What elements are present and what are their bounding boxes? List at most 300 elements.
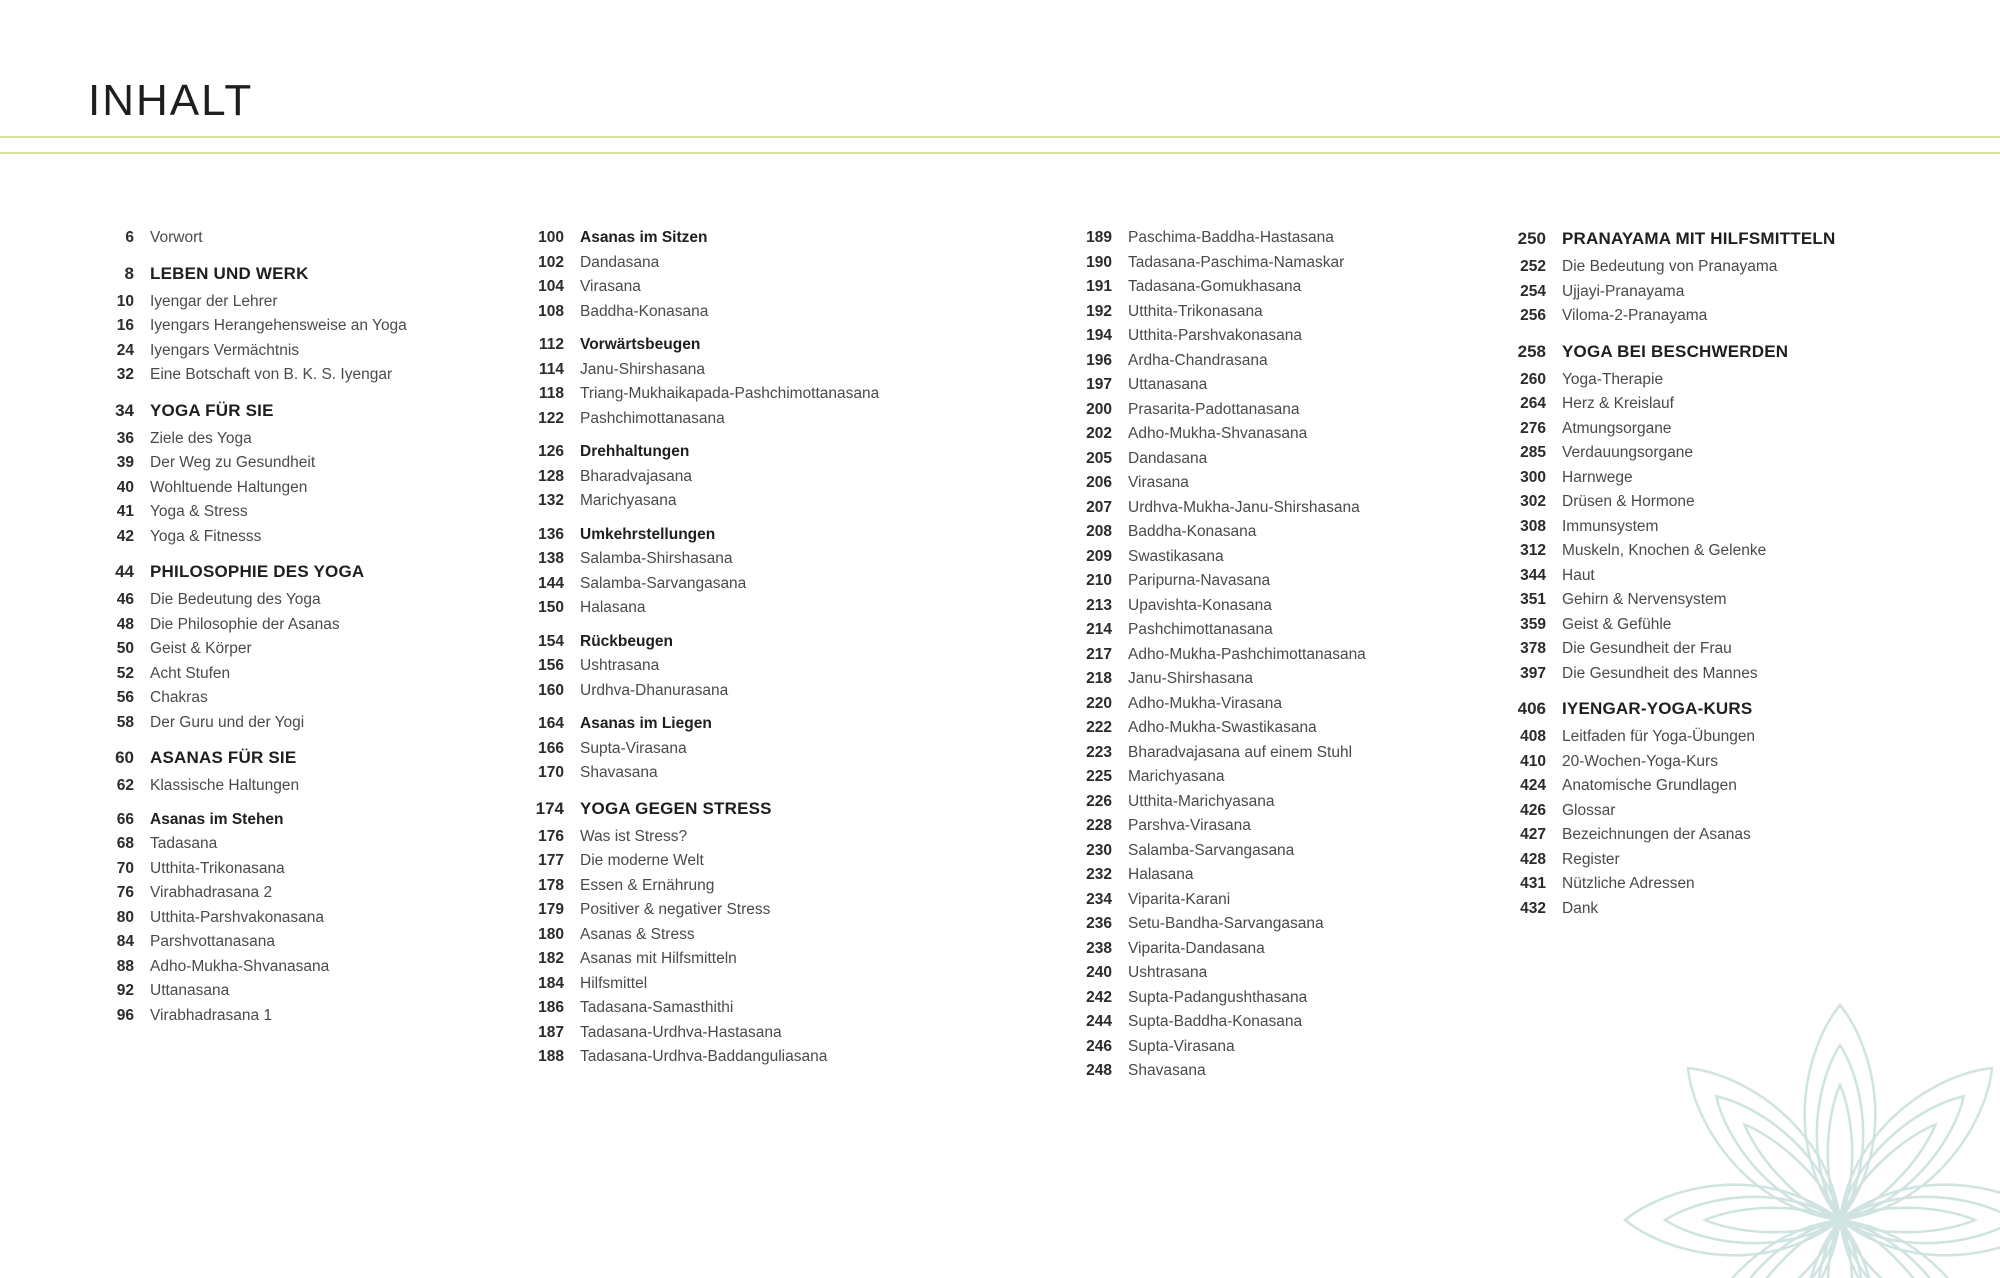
toc-entry (518, 599, 879, 624)
toc-entry (1500, 728, 1835, 753)
entry-label: Viparita-Dandasana (1128, 939, 1265, 957)
page-number: 210 (1086, 572, 1112, 589)
page-number: 209 (1086, 547, 1112, 565)
entry-label: Chakras (150, 689, 208, 706)
toc-entry (1066, 548, 1366, 573)
entry-label: YOGA FÜR SIE (150, 400, 274, 420)
page-number: 223 (1086, 743, 1112, 761)
page-number: 128 (538, 467, 564, 485)
toc-entry (518, 361, 879, 386)
section-gap (518, 517, 879, 526)
toc-entry (88, 479, 407, 504)
entry-label: Die Bedeutung des Yoga (150, 591, 321, 608)
page-number: 10 (116, 292, 134, 310)
entry-label: Die moderne Welt (580, 852, 704, 869)
page-number: 92 (116, 982, 134, 999)
toc-entry (1500, 753, 1835, 778)
toc-column-2 (518, 229, 879, 1073)
lotus-petal (1625, 1185, 1840, 1256)
entry-label: Tadasana-Samasthithi (580, 999, 734, 1016)
entry-label: Geist & Körper (150, 640, 252, 657)
entry-label: Parshva-Virasana (1128, 817, 1251, 834)
toc-entry (1066, 597, 1366, 622)
toc-entry (1066, 1038, 1366, 1063)
page-number: 189 (1086, 229, 1112, 246)
entry-label: ASANAS FÜR SIE (150, 748, 297, 767)
entry-label: Drehhaltungen (580, 443, 690, 460)
toc-entry (1066, 1062, 1366, 1087)
toc-entry (1500, 493, 1835, 518)
page-number: 397 (1520, 664, 1546, 682)
toc-entry (1066, 621, 1366, 646)
toc-entry (518, 682, 879, 707)
section-gap (1500, 332, 1835, 342)
page-number: 248 (1086, 1062, 1112, 1079)
section-gap (88, 552, 407, 562)
section-gap (1500, 689, 1835, 699)
entry-label: Utthita-Trikonasana (150, 859, 285, 877)
page-number: 426 (1520, 801, 1546, 819)
entry-label: Die Gesundheit des Mannes (1562, 664, 1758, 682)
section-gap (518, 624, 879, 633)
toc-entry (1066, 401, 1366, 426)
toc-entry (1066, 768, 1366, 793)
page-number: 150 (538, 599, 564, 616)
page-number: 164 (538, 715, 564, 732)
page-number: 102 (538, 253, 564, 271)
toc-entry (88, 884, 407, 909)
page-number: 234 (1086, 890, 1112, 908)
page-number: 432 (1520, 899, 1546, 917)
entry-label: Tadasana-Urdhva-Baddanguliasana (580, 1048, 828, 1065)
entry-label: Hilfsmittel (580, 974, 648, 992)
entry-label: Pashchimottanasana (1128, 621, 1273, 638)
page-number: 68 (116, 835, 134, 852)
toc-entry (88, 933, 407, 958)
toc-entry (88, 503, 407, 528)
toc-entry (1066, 376, 1366, 401)
entry-label: Vorwort (150, 229, 203, 246)
toc-entry (88, 958, 407, 983)
entry-label: Uttanasana (1128, 376, 1208, 393)
entry-label: Was ist Stress? (580, 827, 688, 845)
toc-entry (1066, 425, 1366, 450)
toc-entry (1066, 474, 1366, 499)
entry-label: Shavasana (1128, 1062, 1206, 1079)
entry-label: Herz & Kreislauf (1562, 395, 1674, 412)
toc-chapter (88, 264, 407, 293)
entry-label: Baddha-Konasana (1128, 523, 1257, 540)
page-number: 254 (1520, 282, 1546, 300)
page-number: 226 (1086, 792, 1112, 810)
page-number: 56 (116, 689, 134, 706)
page-number: 205 (1086, 449, 1112, 467)
toc-entry (1500, 640, 1835, 665)
toc-entry (88, 366, 407, 391)
toc-entry (1066, 229, 1366, 254)
page-number: 256 (1520, 307, 1546, 324)
page-number: 222 (1086, 719, 1112, 736)
entry-label: Harnwege (1562, 468, 1633, 486)
entry-label: Iyengars Vermächtnis (150, 341, 300, 359)
toc-entry (1500, 777, 1835, 802)
entry-label: Utthita-Parshvakonasana (1128, 327, 1303, 344)
toc-subsection (88, 811, 407, 836)
toc-entry (1066, 866, 1366, 891)
entry-label: Supta-Virasana (1128, 1037, 1235, 1055)
top-rule (0, 136, 2000, 138)
page-number: 208 (1086, 523, 1112, 540)
page-number: 252 (1520, 258, 1546, 275)
entry-label: Drüsen & Hormone (1562, 493, 1695, 510)
entry-label: Wohltuende Haltungen (150, 478, 308, 496)
page-number: 285 (1520, 444, 1546, 461)
toc-entry (1066, 940, 1366, 965)
page-number: 66 (116, 810, 134, 828)
entry-label: Yoga & Fitnesss (150, 527, 262, 545)
toc-entry (1066, 278, 1366, 303)
toc-subsection (518, 229, 879, 254)
page-number: 156 (538, 657, 564, 674)
page-number: 70 (116, 859, 134, 877)
lotus-petal (1840, 1208, 1975, 1232)
toc-entry (518, 254, 879, 279)
entry-label: Urdhva-Mukha-Janu-Shirshasana (1128, 498, 1360, 516)
toc-entry (1066, 327, 1366, 352)
entry-label: YOGA BEI BESCHWERDEN (1562, 341, 1789, 361)
lotus-petal (1828, 1085, 1852, 1220)
toc-entry (1066, 572, 1366, 597)
page-number: 42 (116, 527, 134, 545)
entry-label: Janu-Shirshasana (1128, 670, 1253, 687)
entry-label: Gehirn & Nervensystem (1562, 591, 1727, 608)
entry-label: Atmungsorgane (1562, 419, 1672, 437)
page-number: 408 (1520, 728, 1546, 745)
lotus-petal (1736, 1116, 1849, 1229)
lotus-petal (1805, 1005, 1876, 1220)
page-number: 312 (1520, 542, 1546, 559)
page-number: 96 (116, 1006, 134, 1024)
entry-label: Tadasana-Paschima-Namaskar (1128, 253, 1345, 271)
page-number: 112 (538, 336, 564, 353)
section-gap (518, 434, 879, 443)
page-number: 36 (116, 429, 134, 447)
page-number: 206 (1086, 474, 1112, 491)
page-number: 213 (1086, 596, 1112, 614)
page-number: 50 (116, 640, 134, 657)
toc-entry (88, 528, 407, 553)
page-number: 39 (116, 454, 134, 471)
toc-entry (1500, 283, 1835, 308)
toc-entry (518, 468, 879, 493)
entry-label: Swastikasana (1128, 547, 1224, 565)
page-number: 126 (538, 443, 564, 460)
toc-entry (1500, 444, 1835, 469)
page-number: 46 (116, 591, 134, 608)
entry-label: Asanas im Liegen (580, 715, 712, 732)
page-number: 250 (1517, 229, 1546, 248)
page-number: 246 (1086, 1037, 1112, 1055)
page-number: 225 (1086, 768, 1112, 785)
page-number: 427 (1520, 826, 1546, 843)
page-number: 34 (115, 400, 134, 420)
entry-label: 20-Wochen-Yoga-Kurs (1562, 752, 1718, 770)
toc-entry (518, 575, 879, 600)
toc-entry (1500, 518, 1835, 543)
entry-label: Klassische Haltungen (150, 777, 300, 794)
toc-entry (88, 317, 407, 342)
entry-label: Dandasana (1128, 449, 1208, 467)
entry-label: Ushtrasana (580, 657, 660, 674)
toc-entry (518, 410, 879, 435)
toc-entry (1066, 989, 1366, 1014)
page-number: 428 (1520, 850, 1546, 868)
entry-label: Register (1562, 850, 1620, 868)
toc-entry (518, 901, 879, 926)
toc-entry (1500, 802, 1835, 827)
page-number: 40 (116, 478, 134, 496)
toc-chapter (88, 401, 407, 430)
toc-entry (1500, 616, 1835, 641)
page-number: 6 (125, 229, 134, 246)
toc-subsection (518, 715, 879, 740)
entry-label: Salamba-Sarvangasana (580, 574, 747, 592)
page-number: 122 (538, 409, 564, 427)
entry-label: Asanas & Stress (580, 925, 695, 943)
toc-entry (88, 860, 407, 885)
page-number: 197 (1086, 376, 1112, 393)
entry-label: Die Bedeutung von Pranayama (1562, 258, 1778, 275)
entry-label: Anatomische Grundlagen (1562, 777, 1737, 794)
page-number: 24 (116, 341, 134, 359)
section-gap (88, 254, 407, 264)
toc-entry (1066, 891, 1366, 916)
entry-label: PHILOSOPHIE DES YOGA (150, 562, 365, 581)
toc-entry (518, 852, 879, 877)
page-number: 200 (1086, 400, 1112, 418)
entry-label: Essen & Ernährung (580, 876, 715, 894)
entry-label: Ushtrasana (1128, 964, 1208, 981)
entry-label: Yoga-Therapie (1562, 370, 1664, 388)
toc-entry (1500, 395, 1835, 420)
page-number: 232 (1086, 866, 1112, 883)
page-number: 264 (1520, 395, 1546, 412)
page-number: 302 (1520, 493, 1546, 510)
page-number: 196 (1086, 351, 1112, 369)
page-number: 52 (116, 664, 134, 682)
toc-column-3 (1066, 229, 1366, 1087)
page-number: 32 (116, 366, 134, 383)
toc-chapter (1500, 229, 1835, 258)
toc-subsection (518, 336, 879, 361)
entry-label: Muskeln, Knochen & Gelenke (1562, 542, 1767, 559)
toc-entry (88, 835, 407, 860)
entry-label: Ujjayi-Pranayama (1562, 282, 1685, 300)
page-number: 166 (538, 739, 564, 757)
page-number: 118 (538, 385, 564, 402)
page-number: 108 (538, 302, 564, 320)
entry-label: Dank (1562, 899, 1599, 917)
toc-column-4 (1500, 229, 1835, 924)
page-number: 80 (116, 908, 134, 926)
lotus-petal (1828, 1220, 1852, 1278)
toc-entry (518, 278, 879, 303)
page-number: 177 (538, 852, 564, 869)
toc-entry (1066, 719, 1366, 744)
entry-label: Adho-Mukha-Shvanasana (150, 957, 330, 975)
entry-label: Triang-Mukhaikapada-Pashchimottanasana (580, 385, 880, 402)
toc-entry (518, 926, 879, 951)
page-title: INHALT (88, 76, 254, 125)
entry-label: Marichyasana (580, 492, 677, 509)
toc-entry (88, 909, 407, 934)
page-number: 41 (116, 503, 134, 520)
page-number: 344 (1520, 566, 1546, 584)
entry-label: Leitfaden für Yoga-Übungen (1562, 728, 1756, 745)
page-number: 186 (538, 999, 564, 1016)
page-number: 180 (538, 925, 564, 943)
entry-label: Tadasana-Gomukhasana (1128, 278, 1302, 295)
page-number: 359 (1520, 615, 1546, 633)
page-number: 218 (1086, 670, 1112, 687)
toc-entry (518, 385, 879, 410)
entry-label: Janu-Shirshasana (580, 360, 705, 378)
lotus-flower-icon (1610, 920, 2000, 1278)
entry-label: PRANAYAMA MIT HILFSMITTELN (1562, 229, 1836, 248)
entry-label: Asanas mit Hilfsmitteln (580, 950, 737, 967)
entry-label: Yoga & Stress (150, 503, 248, 520)
toc-entry (1066, 793, 1366, 818)
entry-label: Acht Stufen (150, 664, 231, 682)
toc-entry (88, 591, 407, 616)
toc-chapter (1500, 699, 1835, 728)
page-number: 244 (1086, 1013, 1112, 1030)
toc-subsection (518, 633, 879, 658)
entry-label: YOGA GEGEN STRESS (580, 798, 772, 818)
toc-entry (1500, 469, 1835, 494)
entry-label: Utthita-Marichyasana (1128, 792, 1275, 810)
page-number: 16 (116, 317, 134, 334)
entry-label: Shavasana (580, 764, 658, 781)
entry-label: Iyengar der Lehrer (150, 292, 278, 310)
toc-entry (1500, 542, 1835, 567)
entry-label: Eine Botschaft von B. K. S. Iyengar (150, 366, 393, 383)
entry-label: Ziele des Yoga (150, 429, 252, 447)
entry-label: LEBEN UND WERK (150, 263, 309, 283)
toc-chapter (88, 562, 407, 591)
page-number: 240 (1086, 964, 1112, 981)
page-number: 258 (1517, 341, 1546, 361)
toc-entry (518, 1048, 879, 1073)
page-number: 187 (538, 1023, 564, 1041)
entry-label: Supta-Padangushthasana (1128, 988, 1308, 1006)
page-number: 431 (1520, 875, 1546, 892)
page-number: 178 (538, 876, 564, 894)
page-number: 132 (538, 492, 564, 509)
toc-entry (1500, 371, 1835, 396)
page-number: 176 (538, 827, 564, 845)
page-number: 188 (538, 1048, 564, 1065)
entry-label: Positiver & negativer Stress (580, 901, 771, 918)
page-number: 100 (538, 229, 564, 246)
toc-entry (88, 665, 407, 690)
toc-entry (1066, 254, 1366, 279)
toc-entry (88, 342, 407, 367)
toc-entry (88, 714, 407, 739)
entry-label: Adho-Mukha-Pashchimottanasana (1128, 645, 1366, 663)
entry-label: Virabhadrasana 2 (150, 884, 273, 901)
entry-label: Nützliche Adressen (1562, 875, 1695, 892)
page-number: 192 (1086, 302, 1112, 320)
toc-entry (518, 877, 879, 902)
toc-entry (1066, 646, 1366, 671)
toc-entry (1066, 1013, 1366, 1038)
toc-entry (1066, 964, 1366, 989)
toc-entry (518, 492, 879, 517)
toc-entry (518, 828, 879, 853)
toc-entry (518, 657, 879, 682)
page-number: 160 (538, 681, 564, 699)
toc-entry (518, 303, 879, 328)
entry-label: Virabhadrasana 1 (150, 1006, 273, 1024)
toc-entry (1066, 842, 1366, 867)
page-number: 410 (1520, 752, 1546, 770)
entry-label: Haut (1562, 566, 1595, 584)
entry-label: Asanas im Sitzen (580, 229, 708, 246)
toc-entry (518, 975, 879, 1000)
entry-label: Baddha-Konasana (580, 302, 709, 320)
section-gap (518, 789, 879, 799)
entry-label: Halasana (580, 599, 646, 616)
page-number: 260 (1520, 370, 1546, 388)
toc-entry (518, 1024, 879, 1049)
toc-entry (1066, 670, 1366, 695)
entry-label: Adho-Mukha-Swastikasana (1128, 719, 1317, 736)
entry-label: Umkehrstellungen (580, 525, 716, 543)
toc-entry (1500, 875, 1835, 900)
entry-label: Prasarita-Padottanasana (1128, 400, 1300, 418)
toc-entry (1066, 523, 1366, 548)
entry-label: Adho-Mukha-Shvanasana (1128, 425, 1308, 442)
entry-label: Utthita-Trikonasana (1128, 302, 1263, 320)
entry-label: Iyengars Herangehensweise an Yoga (150, 317, 407, 334)
entry-label: Asanas im Stehen (150, 810, 284, 828)
entry-label: Immunsystem (1562, 517, 1659, 535)
entry-label: Ardha-Chandrasana (1128, 351, 1268, 369)
page-number: 194 (1086, 327, 1112, 344)
toc-entry (518, 764, 879, 789)
page-number: 308 (1520, 517, 1546, 535)
entry-label: Upavishta-Konasana (1128, 596, 1272, 614)
toc-entry (88, 616, 407, 641)
toc-entry (1066, 499, 1366, 524)
page-number: 191 (1086, 278, 1112, 295)
entry-label: IYENGAR-YOGA-KURS (1562, 699, 1753, 718)
page-number: 60 (115, 748, 134, 767)
entry-label: Die Philosophie der Asanas (150, 615, 340, 633)
page-number: 170 (538, 764, 564, 781)
page-number: 76 (116, 884, 134, 901)
toc-entry (1500, 826, 1835, 851)
toc-entry (1500, 307, 1835, 332)
page-number: 300 (1520, 468, 1546, 486)
entry-label: Halasana (1128, 866, 1194, 883)
entry-label: Parshvottanasana (150, 933, 275, 950)
toc-entry (518, 950, 879, 975)
section-gap (518, 706, 879, 715)
entry-label: Bharadvajasana auf einem Stuhl (1128, 743, 1353, 761)
entry-label: Bharadvajasana (580, 467, 693, 485)
